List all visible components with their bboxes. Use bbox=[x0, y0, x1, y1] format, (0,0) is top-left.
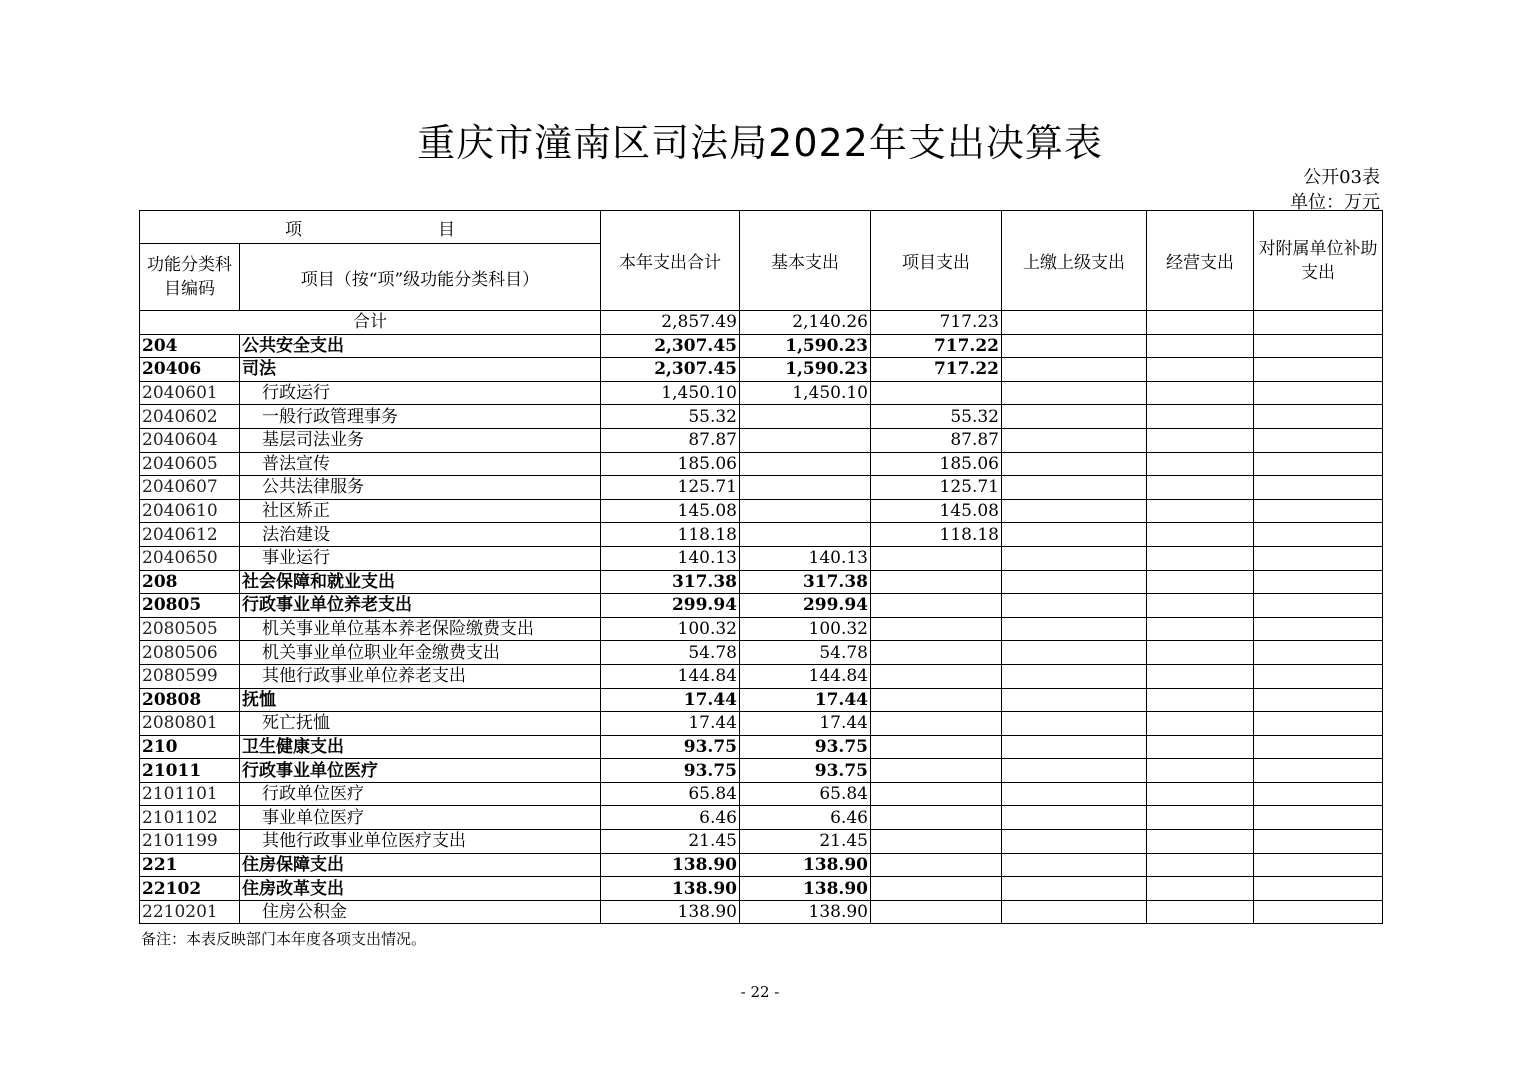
table-row bbox=[140, 735, 1383, 759]
project-exp-header: 项目支出 bbox=[871, 211, 1002, 311]
cell-upper bbox=[1002, 688, 1147, 712]
cell-business bbox=[1147, 405, 1254, 429]
cell-project bbox=[871, 877, 1002, 901]
cell-basic: 138.90 bbox=[740, 853, 871, 877]
cell-basic bbox=[740, 405, 871, 429]
cell-basic bbox=[740, 476, 871, 500]
row-code: 20805 bbox=[140, 594, 240, 618]
cell-subsidy bbox=[1254, 688, 1383, 712]
cell-total: 93.75 bbox=[601, 759, 740, 783]
cell-total: 1,450.10 bbox=[601, 381, 740, 405]
cell-upper bbox=[1002, 641, 1147, 665]
table-row bbox=[140, 900, 1383, 924]
row-code: 221 bbox=[140, 853, 240, 877]
cell-total: 125.71 bbox=[601, 476, 740, 500]
cell-total: 118.18 bbox=[601, 523, 740, 547]
cell-business bbox=[1147, 735, 1254, 759]
page-title: 重庆市潼南区司法局2022年支出决算表 bbox=[417, 121, 1103, 165]
row-code: 2080505 bbox=[140, 617, 240, 641]
row-name: 一般行政管理事务 bbox=[240, 405, 601, 429]
row-code: 2101101 bbox=[140, 782, 240, 806]
cell-total: 21.45 bbox=[601, 830, 740, 854]
cell-business bbox=[1147, 877, 1254, 901]
cell-project: 185.06 bbox=[871, 452, 1002, 476]
cell-business bbox=[1147, 806, 1254, 830]
cell-upper bbox=[1002, 617, 1147, 641]
table-body bbox=[140, 311, 1383, 924]
cell-business bbox=[1147, 570, 1254, 594]
cell-basic bbox=[740, 452, 871, 476]
row-code: 2040605 bbox=[140, 452, 240, 476]
table-row bbox=[140, 523, 1383, 547]
cell-total: 17.44 bbox=[601, 688, 740, 712]
row-code: 2040612 bbox=[140, 523, 240, 547]
row-code: 22102 bbox=[140, 877, 240, 901]
cell-total: 2,307.45 bbox=[601, 334, 740, 358]
cell-upper bbox=[1002, 358, 1147, 382]
cell-upper bbox=[1002, 334, 1147, 358]
cell-project: 717.22 bbox=[871, 334, 1002, 358]
table-row bbox=[140, 759, 1383, 783]
cell-total: 140.13 bbox=[601, 546, 740, 570]
cell-basic: 1,590.23 bbox=[740, 358, 871, 382]
cell-subsidy bbox=[1254, 712, 1383, 736]
table-row bbox=[140, 499, 1383, 523]
cell-subsidy bbox=[1254, 900, 1383, 924]
cell-business bbox=[1147, 381, 1254, 405]
cell-project bbox=[871, 688, 1002, 712]
cell-upper bbox=[1002, 405, 1147, 429]
table-row bbox=[140, 428, 1383, 452]
cell-project: 717.22 bbox=[871, 358, 1002, 382]
cell-basic: 6.46 bbox=[740, 806, 871, 830]
row-code: 208 bbox=[140, 570, 240, 594]
cell-total: 138.90 bbox=[601, 900, 740, 924]
table-row bbox=[140, 311, 1383, 335]
cell-basic bbox=[740, 523, 871, 547]
business-header: 经营支出 bbox=[1147, 211, 1254, 311]
cell-business bbox=[1147, 334, 1254, 358]
cell-subsidy bbox=[1254, 358, 1383, 382]
row-name: 合计 bbox=[140, 311, 601, 335]
row-code: 2040610 bbox=[140, 499, 240, 523]
cell-upper bbox=[1002, 900, 1147, 924]
cell-subsidy bbox=[1254, 735, 1383, 759]
table-row bbox=[140, 381, 1383, 405]
cell-project: 145.08 bbox=[871, 499, 1002, 523]
row-name: 卫生健康支出 bbox=[240, 735, 601, 759]
cell-project bbox=[871, 806, 1002, 830]
cell-subsidy bbox=[1254, 877, 1383, 901]
row-code: 2040604 bbox=[140, 428, 240, 452]
table-row bbox=[140, 688, 1383, 712]
cell-total: 6.46 bbox=[601, 806, 740, 830]
project-header: 项 目 bbox=[140, 211, 601, 244]
cell-total: 55.32 bbox=[601, 405, 740, 429]
cell-subsidy bbox=[1254, 759, 1383, 783]
cell-total: 145.08 bbox=[601, 499, 740, 523]
row-code: 2101102 bbox=[140, 806, 240, 830]
row-code: 2101199 bbox=[140, 830, 240, 854]
cell-business bbox=[1147, 830, 1254, 854]
cell-total: 138.90 bbox=[601, 853, 740, 877]
cell-project bbox=[871, 900, 1002, 924]
cell-subsidy bbox=[1254, 428, 1383, 452]
cell-project bbox=[871, 830, 1002, 854]
row-name: 机关事业单位职业年金缴费支出 bbox=[240, 641, 601, 665]
cell-basic bbox=[740, 499, 871, 523]
cell-basic: 2,140.26 bbox=[740, 311, 871, 335]
cell-total: 54.78 bbox=[601, 641, 740, 665]
cell-upper bbox=[1002, 877, 1147, 901]
cell-upper bbox=[1002, 570, 1147, 594]
row-name: 行政事业单位养老支出 bbox=[240, 594, 601, 618]
cell-business bbox=[1147, 499, 1254, 523]
row-name: 行政运行 bbox=[240, 381, 601, 405]
cell-business bbox=[1147, 594, 1254, 618]
upper-header: 上缴上级支出 bbox=[1002, 211, 1147, 311]
row-name: 其他行政事业单位医疗支出 bbox=[240, 830, 601, 854]
row-name: 社会保障和就业支出 bbox=[240, 570, 601, 594]
cell-project bbox=[871, 594, 1002, 618]
table-row bbox=[140, 358, 1383, 382]
row-name: 普法宣传 bbox=[240, 452, 601, 476]
row-name: 抚恤 bbox=[240, 688, 601, 712]
cell-upper bbox=[1002, 428, 1147, 452]
cell-subsidy bbox=[1254, 664, 1383, 688]
cell-basic: 93.75 bbox=[740, 735, 871, 759]
cell-project: 55.32 bbox=[871, 405, 1002, 429]
cell-upper bbox=[1002, 311, 1147, 335]
cell-project bbox=[871, 570, 1002, 594]
cell-basic bbox=[740, 428, 871, 452]
row-code: 2080506 bbox=[140, 641, 240, 665]
row-name: 机关事业单位基本养老保险缴费支出 bbox=[240, 617, 601, 641]
cell-project bbox=[871, 759, 1002, 783]
cell-basic: 17.44 bbox=[740, 712, 871, 736]
cell-business bbox=[1147, 428, 1254, 452]
cell-project bbox=[871, 735, 1002, 759]
cell-business bbox=[1147, 782, 1254, 806]
cell-upper bbox=[1002, 806, 1147, 830]
row-name: 其他行政事业单位养老支出 bbox=[240, 664, 601, 688]
cell-subsidy bbox=[1254, 405, 1383, 429]
row-name: 住房公积金 bbox=[240, 900, 601, 924]
row-code: 210 bbox=[140, 735, 240, 759]
table-row bbox=[140, 476, 1383, 500]
basic-header: 基本支出 bbox=[740, 211, 871, 311]
cell-project bbox=[871, 617, 1002, 641]
row-name: 公共法律服务 bbox=[240, 476, 601, 500]
cell-upper bbox=[1002, 523, 1147, 547]
row-name: 公共安全支出 bbox=[240, 334, 601, 358]
cell-basic: 100.32 bbox=[740, 617, 871, 641]
row-name: 事业运行 bbox=[240, 546, 601, 570]
cell-total: 17.44 bbox=[601, 712, 740, 736]
cell-total: 138.90 bbox=[601, 877, 740, 901]
cell-upper bbox=[1002, 664, 1147, 688]
row-name: 基层司法业务 bbox=[240, 428, 601, 452]
row-code: 20406 bbox=[140, 358, 240, 382]
cell-upper bbox=[1002, 830, 1147, 854]
row-code: 2080801 bbox=[140, 712, 240, 736]
cell-basic: 138.90 bbox=[740, 877, 871, 901]
row-name: 事业单位医疗 bbox=[240, 806, 601, 830]
cell-upper bbox=[1002, 594, 1147, 618]
cell-upper bbox=[1002, 712, 1147, 736]
cell-basic: 1,590.23 bbox=[740, 334, 871, 358]
page-number: - 22 - bbox=[740, 983, 780, 1001]
cell-basic: 17.44 bbox=[740, 688, 871, 712]
cell-business bbox=[1147, 641, 1254, 665]
row-name: 社区矫正 bbox=[240, 499, 601, 523]
cell-subsidy bbox=[1254, 806, 1383, 830]
cell-total: 100.32 bbox=[601, 617, 740, 641]
cell-basic: 93.75 bbox=[740, 759, 871, 783]
cell-business bbox=[1147, 546, 1254, 570]
cell-project bbox=[871, 546, 1002, 570]
cell-total: 93.75 bbox=[601, 735, 740, 759]
cell-total: 87.87 bbox=[601, 428, 740, 452]
table-row bbox=[140, 806, 1383, 830]
table-row bbox=[140, 853, 1383, 877]
table-row bbox=[140, 617, 1383, 641]
cell-business bbox=[1147, 664, 1254, 688]
cell-basic: 21.45 bbox=[740, 830, 871, 854]
row-name: 法治建设 bbox=[240, 523, 601, 547]
cell-project: 118.18 bbox=[871, 523, 1002, 547]
row-code: 2080599 bbox=[140, 664, 240, 688]
cell-project bbox=[871, 381, 1002, 405]
table-row bbox=[140, 452, 1383, 476]
row-code: 20808 bbox=[140, 688, 240, 712]
cell-project: 87.87 bbox=[871, 428, 1002, 452]
cell-basic: 140.13 bbox=[740, 546, 871, 570]
cell-business bbox=[1147, 688, 1254, 712]
cell-business bbox=[1147, 853, 1254, 877]
cell-basic: 144.84 bbox=[740, 664, 871, 688]
cell-upper bbox=[1002, 546, 1147, 570]
table-row bbox=[140, 782, 1383, 806]
cell-upper bbox=[1002, 782, 1147, 806]
row-name: 死亡抚恤 bbox=[240, 712, 601, 736]
cell-total: 2,307.45 bbox=[601, 358, 740, 382]
cell-subsidy bbox=[1254, 853, 1383, 877]
cell-total: 144.84 bbox=[601, 664, 740, 688]
cell-upper bbox=[1002, 853, 1147, 877]
cell-business bbox=[1147, 712, 1254, 736]
cell-project bbox=[871, 782, 1002, 806]
cell-project: 125.71 bbox=[871, 476, 1002, 500]
row-code: 2040607 bbox=[140, 476, 240, 500]
expenditure-table bbox=[139, 210, 1383, 924]
cell-subsidy bbox=[1254, 641, 1383, 665]
cell-subsidy bbox=[1254, 546, 1383, 570]
cell-business bbox=[1147, 617, 1254, 641]
name-header: 项目（按“项”级功能分类科目） bbox=[240, 244, 601, 311]
row-name: 住房改革支出 bbox=[240, 877, 601, 901]
table-code: 公开03表 bbox=[1303, 167, 1380, 188]
footnote: 备注：本表反映部门本年度各项支出情况。 bbox=[141, 930, 427, 948]
cell-subsidy bbox=[1254, 499, 1383, 523]
cell-upper bbox=[1002, 735, 1147, 759]
cell-business bbox=[1147, 311, 1254, 335]
cell-basic: 138.90 bbox=[740, 900, 871, 924]
cell-business bbox=[1147, 900, 1254, 924]
cell-total: 2,857.49 bbox=[601, 311, 740, 335]
cell-subsidy bbox=[1254, 523, 1383, 547]
table-row bbox=[140, 664, 1383, 688]
row-name: 行政单位医疗 bbox=[240, 782, 601, 806]
cell-upper bbox=[1002, 476, 1147, 500]
table-row bbox=[140, 830, 1383, 854]
cell-subsidy bbox=[1254, 452, 1383, 476]
unit-label: 单位：万元 bbox=[1290, 192, 1380, 213]
table-row bbox=[140, 641, 1383, 665]
row-code: 2210201 bbox=[140, 900, 240, 924]
cell-total: 65.84 bbox=[601, 782, 740, 806]
cell-total: 299.94 bbox=[601, 594, 740, 618]
table-row bbox=[140, 877, 1383, 901]
cell-subsidy bbox=[1254, 594, 1383, 618]
row-name: 住房保障支出 bbox=[240, 853, 601, 877]
cell-business bbox=[1147, 476, 1254, 500]
table-row bbox=[140, 570, 1383, 594]
cell-business bbox=[1147, 759, 1254, 783]
table-row bbox=[140, 546, 1383, 570]
cell-upper bbox=[1002, 452, 1147, 476]
row-code: 204 bbox=[140, 334, 240, 358]
cell-subsidy bbox=[1254, 570, 1383, 594]
row-name: 行政事业单位医疗 bbox=[240, 759, 601, 783]
table-row bbox=[140, 594, 1383, 618]
cell-project bbox=[871, 664, 1002, 688]
cell-project bbox=[871, 712, 1002, 736]
cell-upper bbox=[1002, 499, 1147, 523]
row-code: 21011 bbox=[140, 759, 240, 783]
cell-basic: 299.94 bbox=[740, 594, 871, 618]
cell-subsidy bbox=[1254, 334, 1383, 358]
cell-project bbox=[871, 641, 1002, 665]
total-header: 本年支出合计 bbox=[601, 211, 740, 311]
cell-basic: 317.38 bbox=[740, 570, 871, 594]
cell-total: 317.38 bbox=[601, 570, 740, 594]
cell-basic: 1,450.10 bbox=[740, 381, 871, 405]
table-row bbox=[140, 334, 1383, 358]
cell-basic: 65.84 bbox=[740, 782, 871, 806]
row-code: 2040601 bbox=[140, 381, 240, 405]
cell-subsidy bbox=[1254, 782, 1383, 806]
cell-basic: 54.78 bbox=[740, 641, 871, 665]
cell-upper bbox=[1002, 381, 1147, 405]
row-name: 司法 bbox=[240, 358, 601, 382]
cell-business bbox=[1147, 523, 1254, 547]
row-code: 2040650 bbox=[140, 546, 240, 570]
cell-subsidy bbox=[1254, 381, 1383, 405]
table-row bbox=[140, 405, 1383, 429]
cell-total: 185.06 bbox=[601, 452, 740, 476]
cell-business bbox=[1147, 358, 1254, 382]
cell-project bbox=[871, 853, 1002, 877]
cell-upper bbox=[1002, 759, 1147, 783]
cell-subsidy bbox=[1254, 311, 1383, 335]
cell-subsidy bbox=[1254, 830, 1383, 854]
cell-business bbox=[1147, 452, 1254, 476]
subsidy-header: 对附属单位补助支出 bbox=[1254, 211, 1383, 311]
cell-subsidy bbox=[1254, 617, 1383, 641]
code-header: 功能分类科目编码 bbox=[140, 244, 240, 311]
row-code: 2040602 bbox=[140, 405, 240, 429]
table-row bbox=[140, 712, 1383, 736]
table-header bbox=[140, 211, 1383, 311]
cell-project: 717.23 bbox=[871, 311, 1002, 335]
cell-subsidy bbox=[1254, 476, 1383, 500]
